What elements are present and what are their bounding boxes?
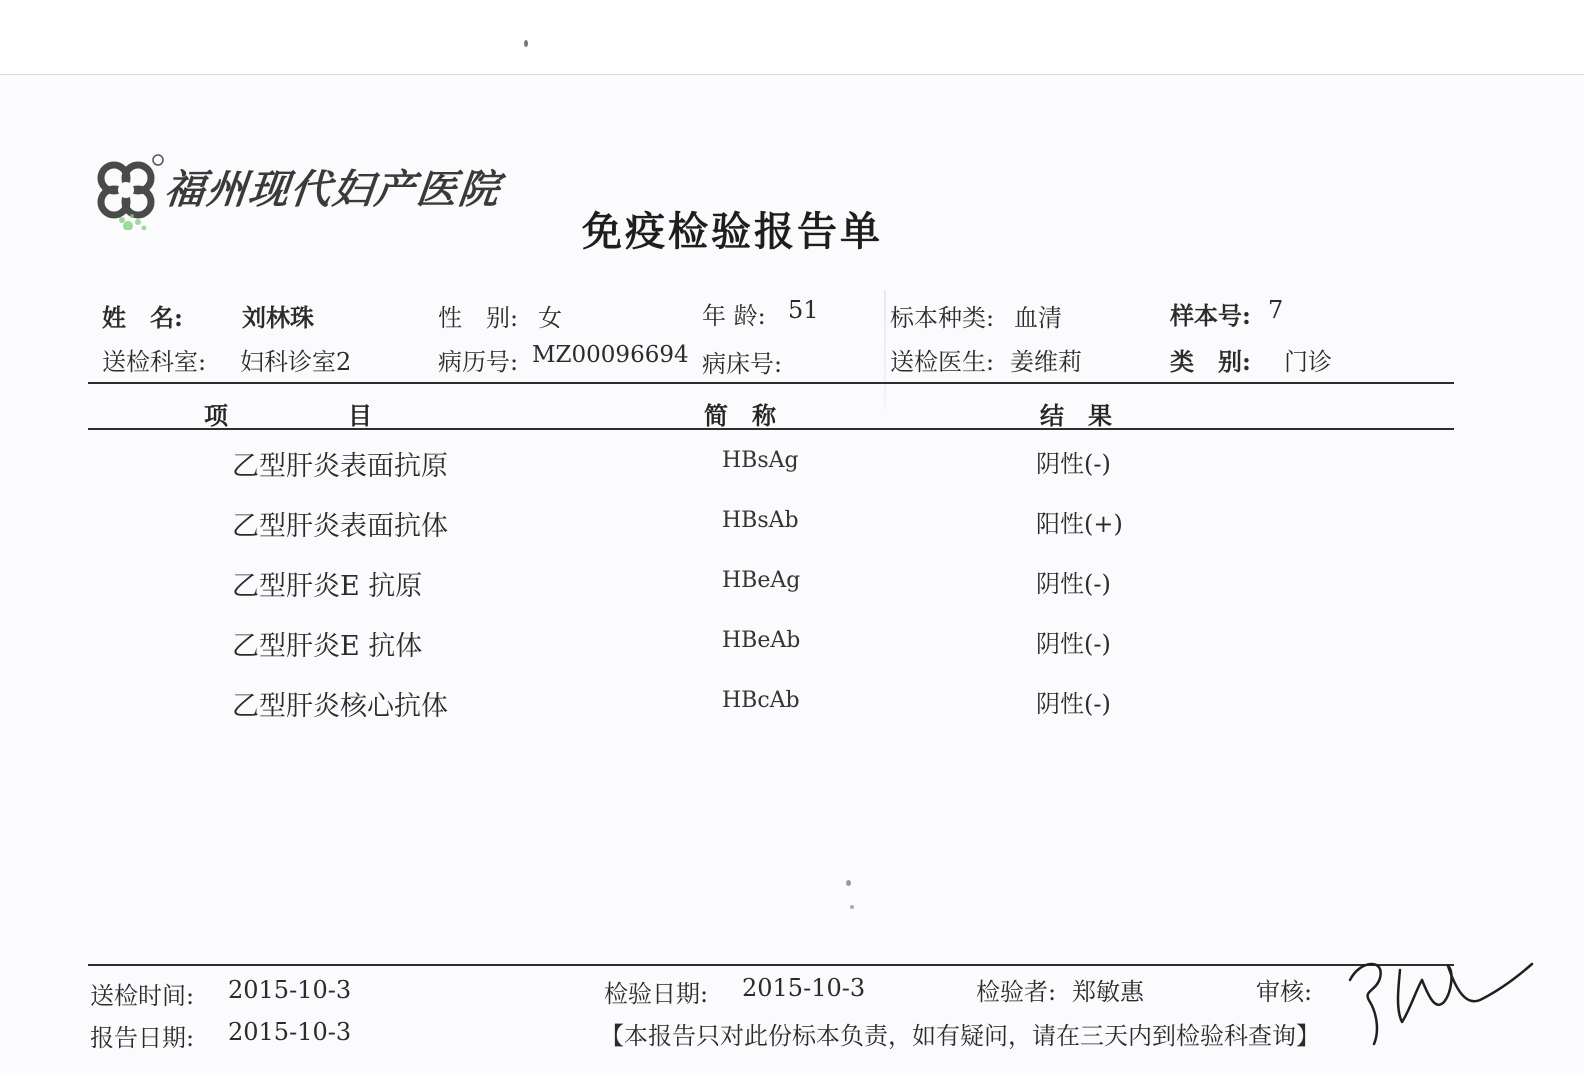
test-date-label: 检验日期:	[604, 980, 709, 1008]
hospital-logo	[88, 150, 168, 230]
bed-label: 病床号:	[702, 350, 783, 378]
paper-speck	[850, 905, 854, 909]
table-row-item: 乙型肝炎核心抗体	[232, 691, 448, 722]
table-row-result: 阴性(-)	[1036, 690, 1111, 718]
test-date-value: 2015-10-3	[742, 974, 866, 1002]
record-value: MZ00096694	[532, 342, 689, 368]
table-row-item: 乙型肝炎表面抗原	[232, 451, 448, 482]
table-row-abbr: HBsAg	[722, 448, 799, 473]
category-label: 类 别:	[1170, 347, 1251, 376]
name-label: 姓 名:	[102, 303, 183, 332]
column-header-item: 项 目	[204, 401, 372, 430]
record-label: 病历号:	[438, 348, 519, 376]
sample-no-value: 7	[1268, 296, 1284, 324]
table-row-result: 阴性(-)	[1036, 630, 1111, 658]
specimen-value: 血清	[1014, 304, 1062, 332]
paper-speck	[524, 40, 528, 47]
column-header-result: 结 果	[1040, 401, 1112, 430]
age-value: 51	[788, 296, 819, 324]
table-row-result: 阳性(+)	[1036, 510, 1123, 538]
table-top-rule	[88, 382, 1454, 384]
table-row-abbr: HBsAb	[722, 508, 799, 533]
table-row-abbr: HBcAb	[722, 688, 800, 713]
doctor-value: 姜维莉	[1010, 348, 1082, 376]
dept-value: 妇科诊室2	[240, 348, 352, 376]
tester-label: 检验者:	[976, 978, 1057, 1006]
doctor-label: 送检医生:	[890, 348, 995, 376]
sample-no-label: 样本号:	[1170, 301, 1251, 330]
reviewer-label: 审核:	[1256, 978, 1313, 1006]
tester-value: 郑敏惠	[1072, 978, 1144, 1006]
table-row-item: 乙型肝炎表面抗体	[232, 511, 448, 542]
report-date-value: 2015-10-3	[228, 1018, 352, 1046]
paper-crease	[884, 290, 886, 410]
table-row-abbr: HBeAb	[722, 628, 801, 653]
paper-speck	[846, 880, 851, 886]
specimen-label: 标本种类:	[890, 304, 995, 332]
table-row-result: 阴性(-)	[1036, 570, 1111, 598]
column-header-abbr: 简 称	[704, 401, 776, 430]
table-row-result: 阴性(-)	[1036, 450, 1111, 478]
category-value: 门诊	[1284, 348, 1332, 376]
sex-value: 女	[538, 304, 562, 332]
report-title: 免疫检验报告单	[582, 208, 883, 255]
hospital-name: 福州现代妇产医院	[162, 166, 504, 213]
dept-label: 送检科室:	[102, 348, 207, 376]
table-row-abbr: HBeAg	[722, 568, 801, 593]
name-value: 刘林珠	[242, 303, 314, 332]
table-row-item: 乙型肝炎E 抗原	[232, 571, 423, 602]
submit-time-value: 2015-10-3	[228, 976, 352, 1004]
report-date-label: 报告日期:	[90, 1024, 195, 1052]
footer-rule	[88, 964, 1454, 966]
submit-time-label: 送检时间:	[90, 982, 195, 1010]
table-row-item: 乙型肝炎E 抗体	[232, 631, 423, 662]
reviewer-signature	[1340, 940, 1540, 1050]
disclaimer-notice: 【本报告只对此份标本负责，如有疑问，请在三天内到检验科查询】	[600, 1022, 1320, 1050]
age-label: 年 龄:	[702, 302, 766, 330]
sex-label: 性 别:	[438, 304, 519, 332]
